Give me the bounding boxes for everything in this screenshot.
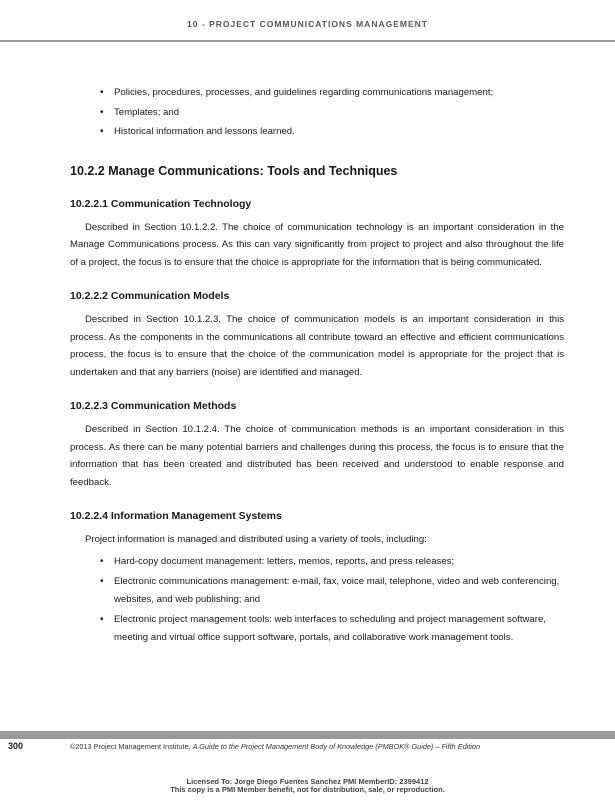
copyright-line bbox=[70, 742, 480, 751]
list-item: • Historical information and lessons learned. bbox=[100, 123, 564, 141]
license-notice bbox=[0, 778, 615, 794]
header-rule bbox=[0, 40, 615, 42]
copyright-prefix: ©2013 Project Management Institute. bbox=[70, 742, 193, 751]
paragraph-technology: Described in Section 10.1.2.2. The choice of communication technology is an important consideration in the Manage Communications process. As this can vary significantly from project to project and also throughout the life of a project, the focus is to ensure that the choice is appropriate for the information that is being communicated. bbox=[70, 221, 564, 268]
list-item: • Hard-copy document management: letters, memos, reports, and press releases; bbox=[100, 553, 564, 571]
subsection-heading-models: 10.2.2.2 Communication Models bbox=[70, 290, 230, 302]
subsection-heading-ims: 10.2.2.4 Information Management Systems bbox=[70, 510, 282, 522]
license-line-1: Licensed To: Jorge Diego Fuentes Sanchez PMI MemberID: 2399412 bbox=[186, 777, 429, 786]
page-number: 300 bbox=[8, 741, 24, 751]
list-item: • Electronic project management tools: web interfaces to scheduling and project management software, meeting and virtual office support software, portals, and collaborative work management tools. bbox=[100, 611, 564, 646]
tools-list bbox=[100, 553, 564, 647]
section-heading: 10.2.2 Manage Communications: Tools and Techniques bbox=[70, 163, 398, 178]
paragraph-models: Described in Section 10.1.2.3. The choice of communication models is an important consideration in this process. As the components in the communications all contribute toward an effective and efficient communications process, the focus is to ensure that the choice of the communication model is appropriate for the project that is undertaken and that any barriers (noise) are identified and managed. bbox=[70, 314, 564, 378]
paragraph-methods: Described in Section 10.1.2.4. The choice of communication methods is an important consideration in this process. As there can be many potential barriers and challenges during this process, the focus is to ensure that the information that has been created and distributed has been received and understood to enable response and feedback. bbox=[70, 424, 564, 488]
list-item: • Templates; and bbox=[100, 104, 564, 122]
running-header: 10 - PROJECT COMMUNICATIONS MANAGEMENT bbox=[187, 19, 428, 29]
subsection-heading-technology: 10.2.2.1 Communication Technology bbox=[70, 197, 252, 210]
page-content bbox=[70, 84, 564, 649]
book-title: A Guide to the Project Management Body of Knowledge (PMBOK® Guide) – Fifth Edition bbox=[192, 742, 481, 751]
footer-rule bbox=[0, 731, 615, 739]
list-item: • Policies, procedures, processes, and guidelines regarding communications management; bbox=[100, 84, 564, 102]
license-line-2: This copy is a PMI Member benefit, not for distribution, sale, or reproduction. bbox=[170, 785, 445, 794]
subsection-heading-methods: 10.2.2.3 Communication Methods bbox=[70, 400, 237, 412]
input-list bbox=[100, 84, 564, 141]
list-item: • Electronic communications management: e-mail, fax, voice mail, telephone, video and web conferencing, websites, and web publishing; and bbox=[100, 573, 564, 608]
paragraph-ims: Project information is managed and distributed using a variety of tools, including: bbox=[85, 534, 427, 545]
